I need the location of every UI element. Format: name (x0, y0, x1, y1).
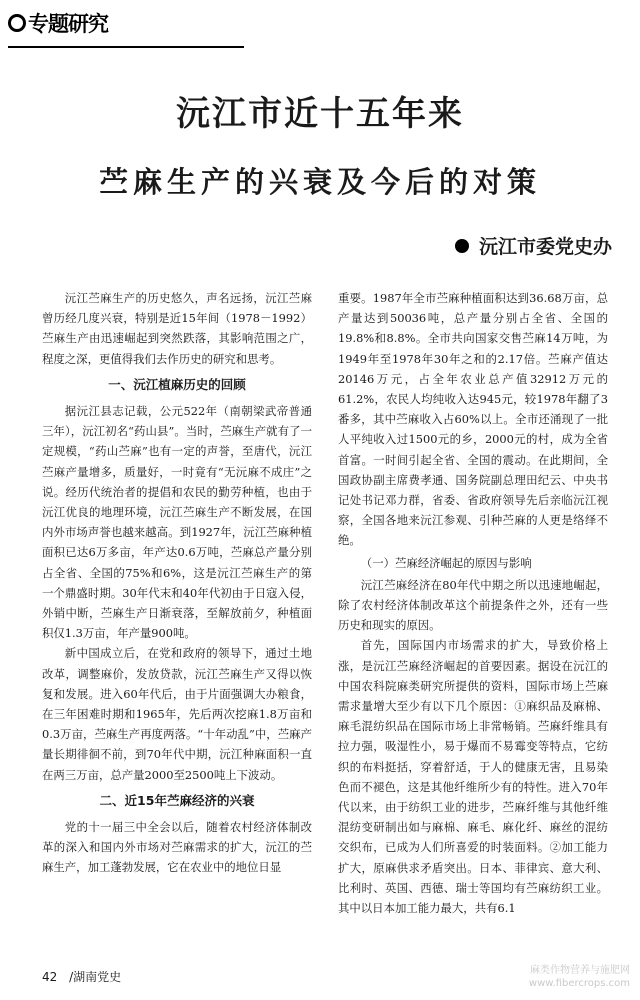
section-heading: 一、沅江植麻历史的回顾 (108, 376, 246, 392)
journal-name: /湖南党史 (69, 970, 122, 984)
article-subtitle: 苎麻生产的兴衰及今后的对策 (98, 165, 541, 199)
page-footer (42, 968, 129, 985)
left-column (42, 288, 312, 878)
column-logo (8, 8, 108, 38)
watermark-line: 麻类作物营养与施肥网 (530, 965, 630, 976)
bullet-icon (455, 239, 469, 253)
author-line (455, 232, 612, 259)
paragraph: 党的十一届三中全会以后，随着农村经济体制改革的深入和国内外市场对苎麻需求的扩大，沅江的苎麻生产，加工蓬勃发展，它在农业中的地位日显 (42, 820, 312, 875)
article-title: 沅江市近十五年来 (176, 94, 464, 134)
watermark-line: www.fibercrops.com (528, 978, 630, 989)
author-name: 沅江市委党史办 (478, 236, 612, 258)
watermark (529, 964, 630, 990)
circle-icon (8, 14, 26, 32)
paragraph: 沅江苎麻经济在80年代中期之所以迅速地崛起，除了农村经济体制改革这个前提条件之外，还有一些历史和现实的原因。 (338, 577, 608, 633)
paragraph: 首先，国际国内市场需求的扩大，导致价格上涨，是沅江苎麻经济崛起的首要因素。据设在沅江的中国农科院麻类研究所提供的资料，国际市场上苎麻需求量增大至少有以下几个原因：①麻织品及麻棉、麻毛混纺织品在国际市场上非常畅销。苎麻纤维具有拉力强，吸湿性小，易于爆而不易霉变等特点，它纺织的布料挺括，穿着舒适，于人的健康无害，且易染色而不褪色，这是其他纤维所少有的特性。进入70年代以来，由于纺织工业的进步，苎麻纤维与其他纤维混纺变研制出如与麻棉、麻毛、麻化纤、麻丝的混纺交织布，已成为人们所喜爱的时装面料。②加工能力扩大，原麻供求矛盾突出。日本、菲律宾、意大利、比利时、英国、西德、瑞士等国均有苎麻纺织工业。其中以日本加工能力最大，共有6.1 (338, 638, 608, 916)
section-heading: 二、近15年苎麻经济的兴衰 (99, 792, 255, 808)
header-bar (0, 0, 640, 58)
header-rule (8, 46, 244, 48)
paragraph: 据沅江县志记载，公元522年（南朝梁武帝普通三年），沅江初名“药山县”。当时，苎麻生产就有了一定规模，“药山苎麻”也有一定的声誉，至唐代，沅江苎麻产量增多，质量好，一时竟有“无沅麻不成庄”之说。经历代统治者的提倡和农民的勤劳种植，也由于沅江优良的地理环境，沅江苎麻生产不断发展，在国内外市场声誉也越来越高。到1927年，沅江苎麻种植面积已达6万多亩，年产达0.6万吨，苎麻总产量分别占全省、全国的75%和6%，这是沅江苎麻生产的第一个鼎盛时期。30年代末和40年代初由于日寇入侵，外销中断，苎麻生产日渐衰落，至解放前夕，种植面积仅1.3万亩，年产量900吨。 (42, 404, 312, 641)
column-label: 专题研究 (28, 12, 108, 36)
subsection-heading: （一）苎麻经济崛起的原因与影响 (360, 555, 532, 570)
paragraph: 重要。1987年全市苎麻种植面积达到36.68万亩，总产量达到50036吨，总产量分别占全省、全国的19.8%和8.8%。全市共向国家交售苎麻14万吨，为1949年至1978年30年之和的2.17倍。苎麻产值达20146万元，占全年农业总产值32912万元的61.2%，农民人均纯收入达945元，较1978年翻了3番多，其中苎麻收入占60%以上。全市还涌现了一批人平纯收入过1500元的乡，2000元的村，成为全省首富。一时间引起全省、全国的震动。在此期间，全国政协副主席费孝通、国务院副总理田纪云、中央书记处书记邓力群，省委、省政府领导先后亲临沅江视察，全国各地来沅江参观、引种苎麻的人更是络绎不绝。 (338, 291, 608, 548)
paragraph: 沅江苎麻生产的历史悠久，声名远扬，沅江苎麻曾历经几度兴衰，特别是近15年间（1978－1992）苎麻生产由迅速崛起到突然跌落，其影响范围之广，程度之深，更值得我们去作历史的研究和思考。 (42, 291, 312, 366)
paragraph: 新中国成立后，在党和政府的领导下，通过土地改革，调整麻价，发放贷款，沅江苎麻生产又得以恢复和发展。进入60年代后，由于片面强调大办粮食，在三年困难时期和1965年，先后两次挖麻1.8万亩和0.3万亩，苎麻生产再度两落。“十年动乱”中，苎麻产量长期徘徊不前，到70年代中期，沅江种麻面积一直在两三万亩，总产量2000至2500吨上下波动。 (42, 646, 312, 782)
right-column (338, 288, 608, 918)
page-number: 42 (42, 970, 58, 984)
